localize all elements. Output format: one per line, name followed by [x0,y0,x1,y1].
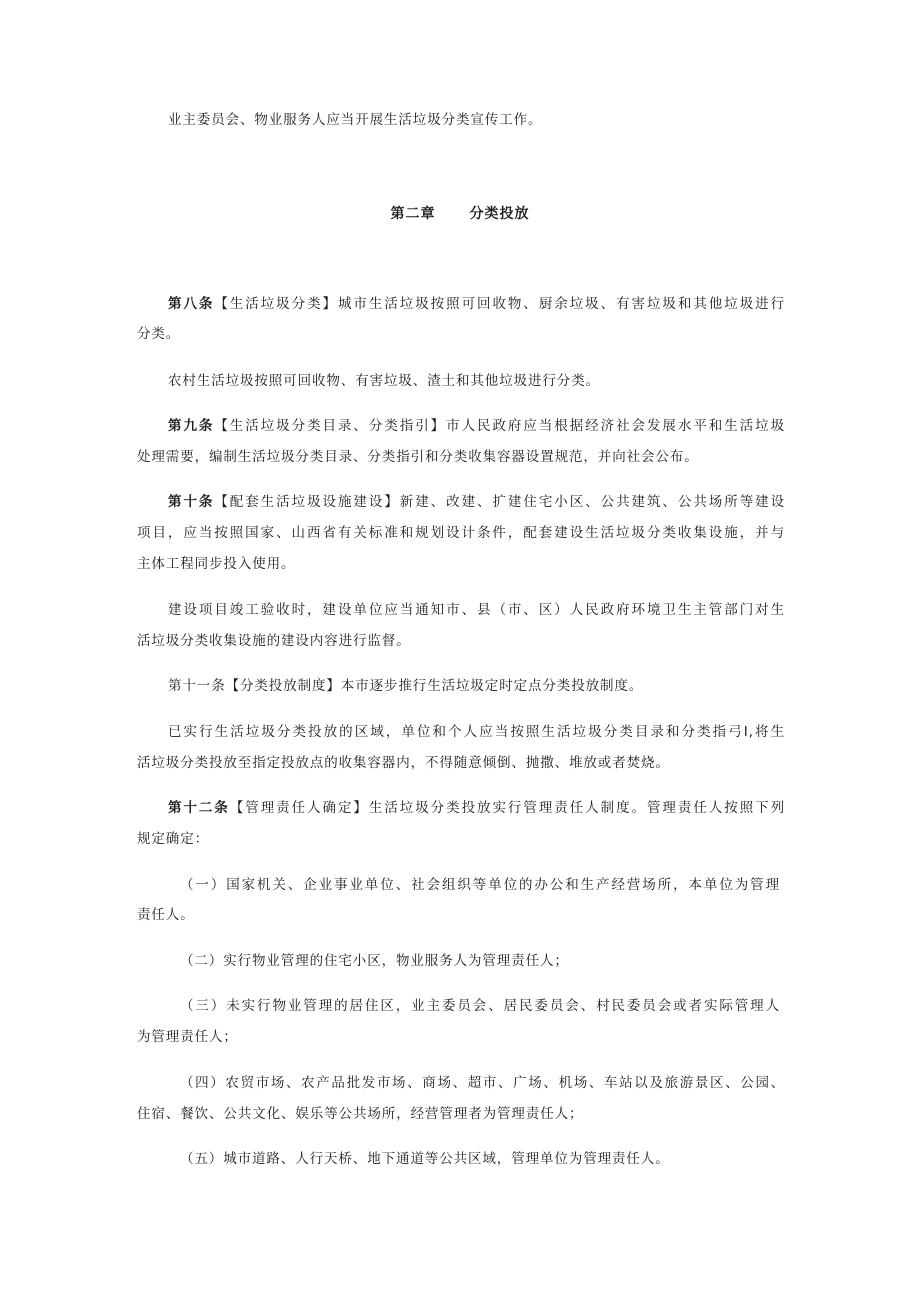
paragraph-propaganda: 业主委员会、物业服务人应当开展生活垃圾分类宣传工作。 [168,112,543,128]
article-12-line-1 [168,799,785,817]
list-item-3-line-1: （三）未实行物业管理的居住区，业主委员会、居民委员会、村民委员会或者实际管理人 [180,998,780,1014]
paragraph-acceptance-line-1: 建设项目竣工验收时，建设单位应当通知市、县（市、区）人民政府环境卫生主管部门对生 [168,602,785,618]
article-12-line-2: 规定确定： [137,831,209,847]
chapter-heading [0,203,920,223]
article-8-text: 【生活垃圾分类】城市生活垃圾按照可回收物、厨余垃圾、有害垃圾和其他垃圾进行 [214,296,785,312]
list-item-5: （五）城市道路、人行天桥、地下通道等公共区域，管理单位为管理责任人。 [180,1151,670,1167]
list-item-1-line-2: 责任人。 [137,907,195,923]
list-item-1-line-1: （一）国家机关、企业事业单位、社会组织等单位的办公和生产经营场所，本单位为管理 [180,877,780,893]
article-9-text: 【生活垃圾分类目录、分类指引】市人民政府应当根据经济社会发展水平和生活垃圾 [214,418,785,434]
article-9-number: 第九条 [168,418,215,434]
list-item-4-line-2: 住宿、餐饮、公共文化、娱乐等公共场所，经营管理者为管理责任人； [137,1106,584,1122]
article-8-number: 第八条 [168,296,215,312]
list-item-2: （二）实行物业管理的住宅小区，物业服务人为管理责任人； [180,953,569,969]
paragraph-implemented-line-1: 已实行生活垃圾分类投放的区域，单位和个人应当按照生活垃圾分类目录和分类指弓I,将生 [168,724,785,740]
article-12-number: 第十二条 [168,800,230,816]
list-item-4-line-1: （四）农贸市场、农产品批发市场、商场、超市、广场、机场、车站以及旅游景区、公园、 [180,1075,785,1091]
article-10-number: 第十条 [168,494,215,510]
article-10-line-3: 主体工程同步投入使用。 [137,556,296,572]
article-10-line-2: 项目，应当按照国家、山西省有关标准和规划设计条件，配套建设生活垃圾分类收集设施，并与 [137,525,785,541]
paragraph-implemented-line-2: 活垃圾分类投放至指定投放点的收集容器内，不得随意倾倒、抛撒、堆放或者焚烧。 [137,755,670,771]
article-10-text: 【配套生活垃圾设施建设】新建、改建、扩建住宅小区、公共建筑、公共场所等建设 [214,494,785,510]
list-item-3-line-2: 为管理责任人； [137,1029,238,1045]
article-9-line-2: 处理需要，编制生活垃圾分类目录、分类指引和分类收集容器设置规范，并向社会公布。 [137,449,699,465]
article-10-line-1 [168,493,785,511]
article-8-line-1 [168,295,785,313]
article-9-line-1 [168,417,785,435]
article-12-text: 【管理责任人确定】生活垃圾分类投放实行管理责任人制度。管理责任人按照下列 [229,800,785,816]
article-8-line-2: 分类。 [137,326,181,342]
paragraph-rural-classification: 农村生活垃圾按照可回收物、有害垃圾、渣土和其他垃圾进行分类。 [168,373,600,389]
article-11: 第十一条【分类投放制度】本市逐步推行生活垃圾定时定点分类投放制度。 [168,678,644,694]
chapter-title: 分类投放 [469,206,530,222]
paragraph-acceptance-line-2: 活垃圾分类收集设施的建设内容进行监督。 [137,633,411,649]
chapter-number: 第二章 [390,206,436,222]
